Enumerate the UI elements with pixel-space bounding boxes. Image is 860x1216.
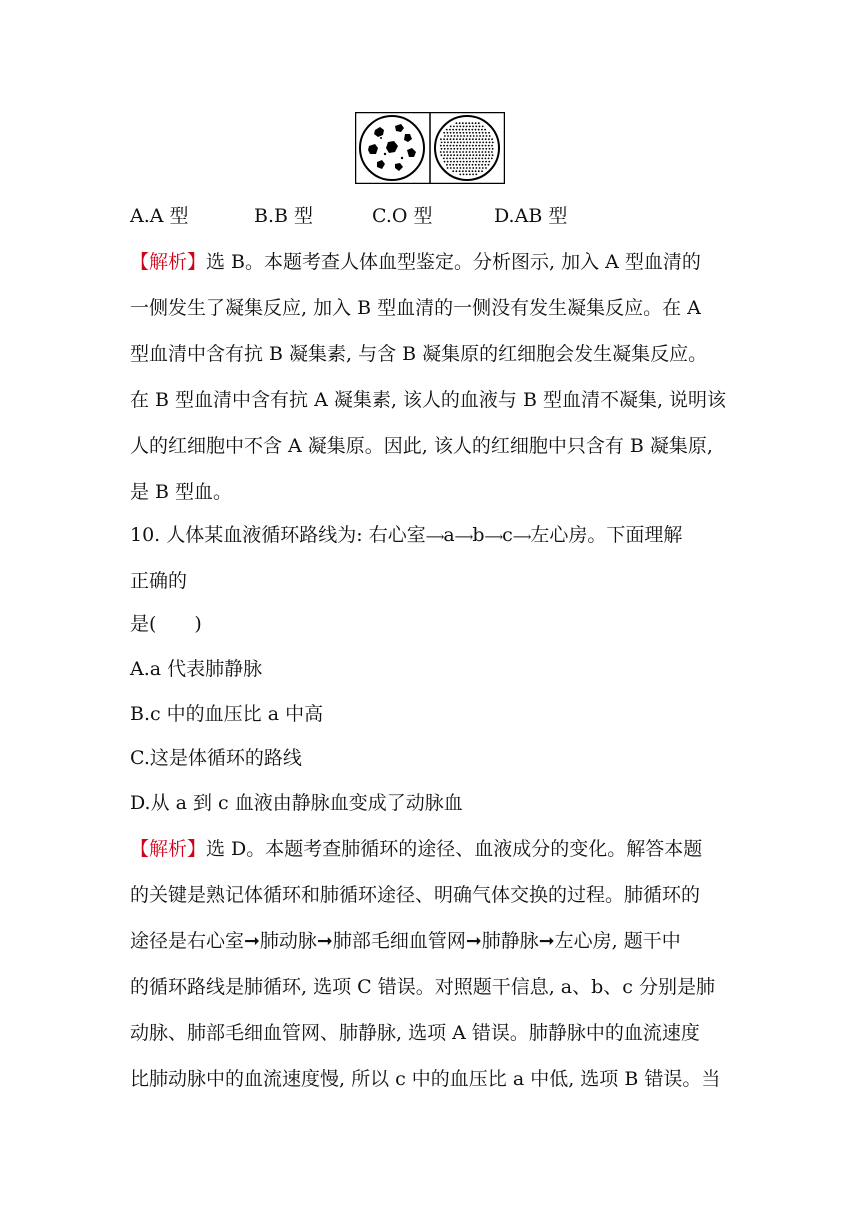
q9-analysis-line-3: 型血清中含有抗 B 凝集素, 与含 B 凝集原的红细胞会发生凝集反应。: [130, 343, 708, 365]
q10-option-d: D.从 a 到 c 血液由静脉血变成了动脉血: [130, 792, 463, 814]
analysis-tag: 【解析】: [130, 838, 207, 860]
q10-analysis-line-3: 途径是右心室➞肺动脉➞肺部毛细血管网➞肺静脉➞左心房, 题干中: [130, 930, 681, 952]
q9-analysis-line-1: 【解析】选 B。本题考查人体血型鉴定。分析图示, 加入 A 型血清的: [130, 251, 701, 273]
analysis-tag: 【解析】: [130, 251, 207, 273]
q10-stem-line-3: 是( ): [130, 613, 202, 635]
q9-analysis-line-6: 是 B 型血。: [130, 481, 233, 503]
q9-analysis-line-5: 人的红细胞中不含 A 凝集原。因此, 该人的红细胞中只含有 B 凝集原,: [130, 435, 713, 457]
q9-option-d: D.AB 型: [494, 205, 568, 227]
q10-analysis-line-2: 的关键是熟记体循环和肺循环途径、明确气体交换的过程。肺循环的: [130, 884, 701, 906]
q10-option-a: A.a 代表肺静脉: [130, 658, 263, 680]
q10-analysis-line-1: 【解析】选 D。本题考查肺循环的途径、血液成分的变化。解答本题: [130, 838, 703, 860]
q10-stem-line-2: 正确的: [130, 570, 188, 592]
q10-option-b: B.c 中的血压比 a 中高: [130, 703, 324, 725]
q10-analysis-line-6: 比肺动脉中的血流速度慢, 所以 c 中的血压比 a 中低, 选项 B 错误。当: [130, 1068, 721, 1090]
q9-option-b: B.B 型: [254, 205, 314, 227]
q10-analysis-line-5: 动脉、肺部毛细血管网、肺静脉, 选项 A 错误。肺静脉中的血流速度: [130, 1022, 700, 1044]
blood-type-figure: [355, 112, 505, 184]
q9-option-c: C.O 型: [372, 205, 433, 227]
q9-analysis-line-2: 一侧发生了凝集反应, 加入 B 型血清的一侧没有发生凝集反应。在 A: [130, 297, 701, 319]
q9-options: [130, 201, 567, 231]
q10-stem-line-1: 10. 人体某血液循环路线为: 右心室⟶a⟶b⟶c⟶左心房。下面理解: [130, 524, 683, 546]
non-agglutinated-sample: [435, 116, 499, 180]
q9-option-a: A.A 型: [130, 205, 189, 227]
agglutinated-sample: [360, 116, 424, 180]
q10-option-c: C.这是体循环的路线: [130, 747, 302, 769]
q9-analysis-line-4: 在 B 型血清中含有抗 A 凝集素, 该人的血液与 B 型血清不凝集, 说明该: [130, 389, 727, 411]
q10-analysis-line-4: 的循环路线是肺循环, 选项 C 错误。对照题干信息, a、b、c 分别是肺: [130, 976, 715, 998]
